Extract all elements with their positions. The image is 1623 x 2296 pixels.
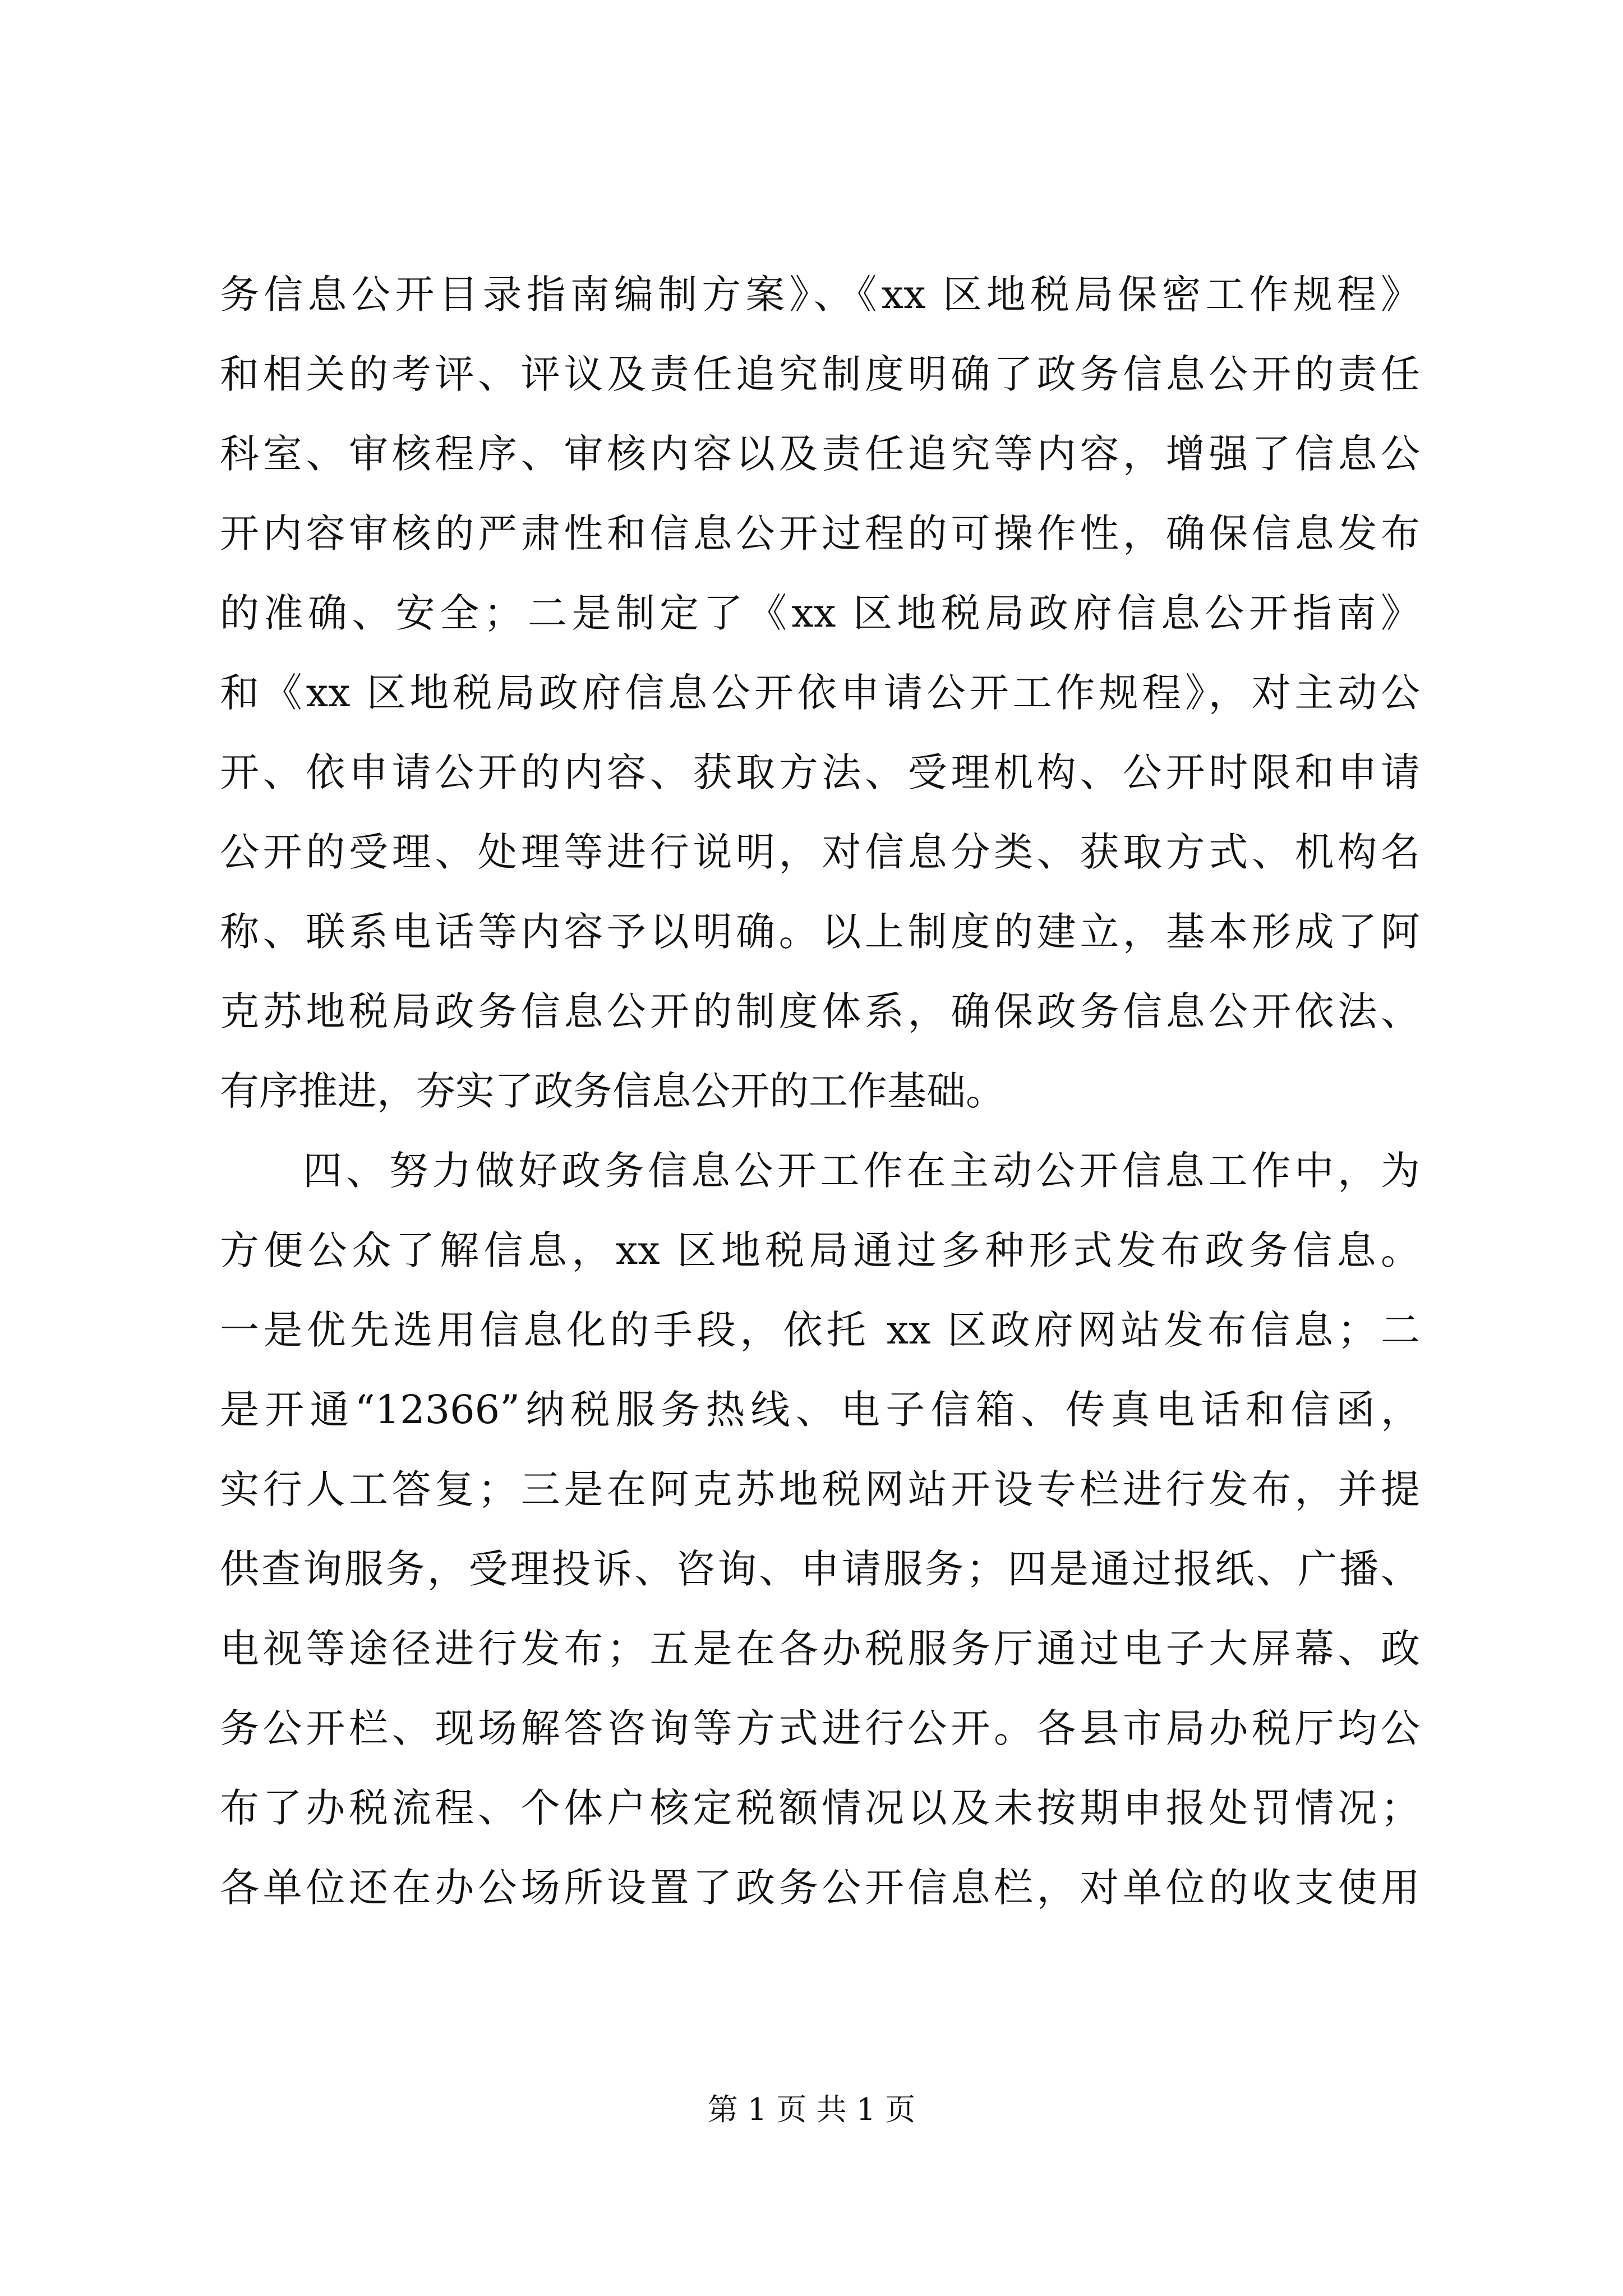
body-line-2: 和相关的考评、评议及责任追究制度明确了政务信息公开的责任 [220, 351, 1420, 397]
body-line-12: 四、努力做好政务信息公开工作在主动公开信息工作中，为 [303, 1148, 1420, 1194]
page-footer [0, 2090, 1623, 2130]
body-line-6: 和《xx 区地税局政府信息公开依申请公开工作规程》，对主动公 [220, 670, 1420, 716]
body-line-19: 务公开栏、现场解答咨询等方式进行公开。各县市局办税厅均公 [220, 1705, 1420, 1751]
body-line-16: 实行人工答复；三是在阿克苏地税网站开设专栏进行发布，并提 [220, 1466, 1420, 1512]
body-line-17: 供查询服务，受理投诉、咨询、申请服务；四是通过报纸、广播、 [220, 1546, 1420, 1592]
document-body [220, 255, 1420, 1927]
body-line-11: 有序推进，夯实了政务信息公开的工作基础。 [220, 1068, 1005, 1114]
body-line-9: 称、联系电话等内容予以明确。以上制度的建立，基本形成了阿 [220, 909, 1420, 955]
body-line-8: 公开的受理、处理等进行说明，对信息分类、获取方式、机构名 [220, 829, 1420, 875]
body-line-4: 开内容审核的严肃性和信息公开过程的可操作性，确保信息发布 [220, 510, 1420, 556]
body-line-10: 克苏地税局政务信息公开的制度体系，确保政务信息公开依法、 [220, 988, 1420, 1034]
body-line-13: 方便公众了解信息，xx 区地税局通过多种形式发布政务信息。 [220, 1227, 1420, 1273]
body-line-3: 科室、审核程序、审核内容以及责任追究等内容，增强了信息公 [220, 431, 1420, 477]
body-line-1: 务信息公开目录指南编制方案》、《xx 区地税局保密工作规程》 [220, 272, 1420, 318]
body-line-18: 电视等途径进行发布；五是在各办税服务厅通过电子大屏幕、政 [220, 1626, 1420, 1672]
body-line-20: 布了办税流程、个体户核定税额情况以及未按期申报处罚情况； [220, 1785, 1420, 1831]
body-line-5: 的准确、安全；二是制定了《xx 区地税局政府信息公开指南》 [220, 590, 1420, 636]
body-line-7: 开、依申请公开的内容、获取方法、受理机构、公开时限和申请 [220, 749, 1420, 795]
body-line-15: 是开通“12366”纳税服务热线、电子信箱、传真电话和信函， [220, 1387, 1420, 1433]
body-line-21: 各单位还在办公场所设置了政务公开信息栏，对单位的收支使用 [220, 1865, 1420, 1911]
page-number-label: 第 1 页 共 1 页 [707, 2092, 916, 2127]
body-line-14: 一是优先选用信息化的手段，依托 xx 区政府网站发布信息；二 [220, 1307, 1420, 1353]
